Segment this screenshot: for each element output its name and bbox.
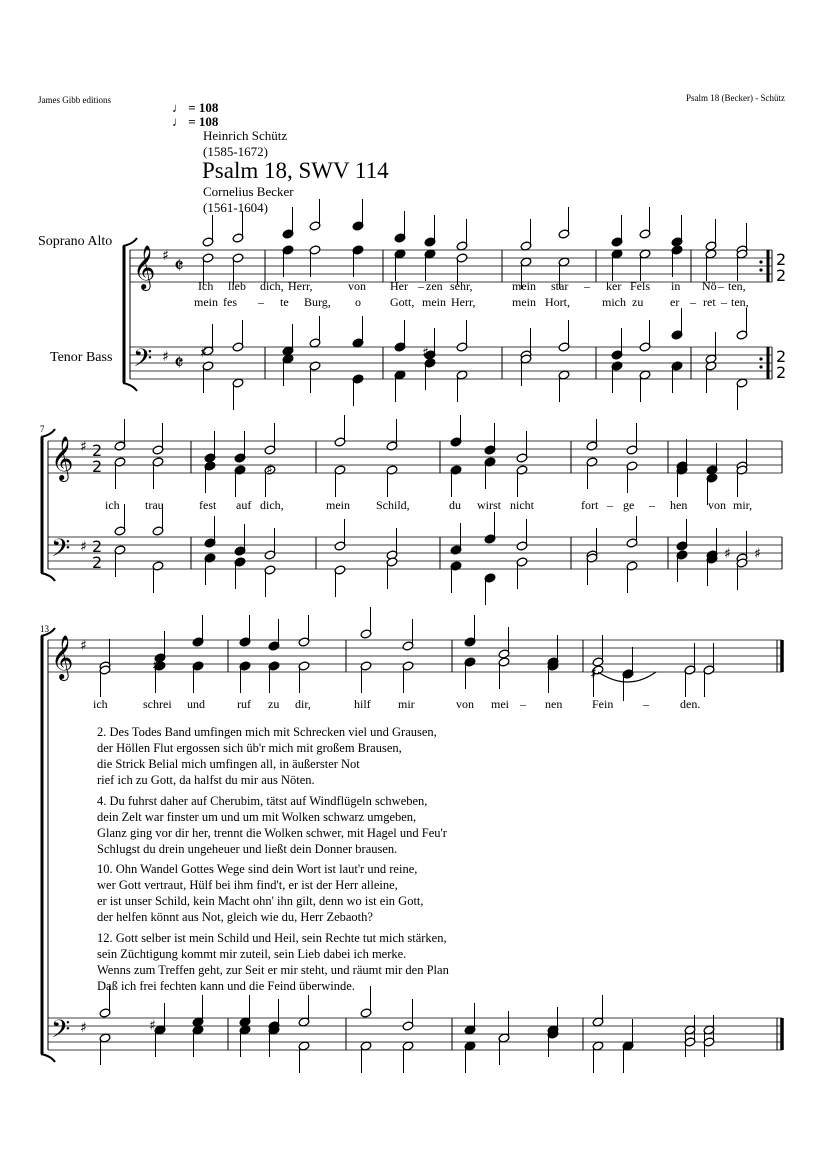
lyric-syllable: mir, xyxy=(733,498,753,512)
composer-name: Heinrich Schütz xyxy=(203,128,288,143)
lyric-syllable: ich xyxy=(93,697,108,711)
bracket-bottom xyxy=(41,573,55,581)
verse-line: der helfen könnt aus Not, gleich wie du, Herr Zebaoth? xyxy=(97,910,373,924)
verse-line: die Strick Belial mich umfingen all, in äußerster Not xyxy=(97,757,360,771)
lyric-syllable: mein xyxy=(194,295,218,309)
time-signature-digit: 2 xyxy=(92,441,103,460)
lyric-syllable: dir, xyxy=(295,697,311,711)
lyric-syllable: in xyxy=(671,279,681,293)
lyric-syllable: nicht xyxy=(510,498,534,512)
key-signature-sharp: ♯ xyxy=(80,638,87,654)
accidental-sharp: ♯ xyxy=(754,546,761,562)
lyric-syllable: Burg, xyxy=(304,295,331,309)
verse-line: sein Züchtigung kommt mir zuteil, sein Lieb dabei ich merke. xyxy=(97,947,407,961)
lyric-syllable: ruf xyxy=(237,697,251,711)
lyric-syllable: mei xyxy=(491,697,509,711)
key-signature-sharp: ♯ xyxy=(80,439,87,455)
lyric-syllable: mein xyxy=(512,295,536,309)
lyric-syllable: dich, xyxy=(260,279,284,293)
measure-number-7: 7 xyxy=(40,424,45,434)
lyric-syllable: fort xyxy=(581,498,599,512)
lyric-syllable: zu xyxy=(632,295,644,309)
verse-line: 10. Ohn Wandel Gottes Wege sind dein Wort ist laut'r und reine, xyxy=(97,862,418,876)
lyric-syllable: o xyxy=(355,295,361,309)
time-signature-digit: 2 xyxy=(92,457,103,476)
lyric-syllable: – xyxy=(418,279,424,293)
lyric-syllable: – xyxy=(643,697,649,711)
lyric-syllable: fes xyxy=(223,295,237,309)
lyric-syllable: dich, xyxy=(260,498,284,512)
verse-line: 4. Du fuhrst daher auf Cherubim, tätst auf Windflügeln schweben, xyxy=(97,794,428,808)
bass-clef: 𝄢 xyxy=(133,344,153,379)
lyric-syllable: Nö xyxy=(702,279,717,293)
lyric-syllable: Gott, xyxy=(390,295,415,309)
verse-line: wer Gott vertraut, Hülf bei ihm find't, er ist der Herr alleine, xyxy=(97,878,398,892)
time-signature-cut: 𝄵 xyxy=(174,351,184,376)
repeat-dot xyxy=(759,357,762,360)
piece-title: Psalm 18, SWV 114 xyxy=(202,158,389,183)
lyric-syllable: er xyxy=(670,295,680,309)
lyric-syllable: mir xyxy=(398,697,415,711)
verse-line: dein Zelt war finster um und um mit Wolken schwarz umgeben, xyxy=(97,810,417,824)
lyric-syllable: Ich xyxy=(198,279,214,293)
verse-line: Glanz ging vor dir her, trennt die Wolken schwer, mit Hagel und Feu'r xyxy=(97,826,447,840)
key-signature-sharp: ♯ xyxy=(162,349,169,365)
tempo-marking-1: ♩ = 108 xyxy=(172,100,219,115)
lyric-syllable: ten, xyxy=(731,295,749,309)
lyric-syllable: trau xyxy=(145,498,164,512)
lyric-syllable: ten, xyxy=(728,279,746,293)
accidental-sharp: ♯ xyxy=(152,658,159,674)
bass-clef: 𝄢 xyxy=(51,534,71,569)
lyric-syllable: von xyxy=(456,697,474,711)
lyric-syllable: den. xyxy=(680,697,701,711)
key-signature-sharp: ♯ xyxy=(162,248,169,264)
lyric-syllable: Schild, xyxy=(376,498,410,512)
lyric-syllable: hen xyxy=(670,498,688,512)
lyric-syllable: – xyxy=(584,279,590,293)
lyric-syllable: – xyxy=(721,295,727,309)
time-signature-digit: 2 xyxy=(92,553,103,572)
lyric-syllable: mein xyxy=(512,279,536,293)
key-signature-sharp: ♯ xyxy=(80,539,87,555)
lyricist-name: Cornelius Becker xyxy=(203,184,294,199)
lyric-syllable: du xyxy=(449,498,461,512)
lyric-syllable: lieb xyxy=(228,279,246,293)
part-label-lower: Tenor Bass xyxy=(50,350,113,365)
lyric-syllable: sehr, xyxy=(450,279,473,293)
accidental-sharp: ♯ xyxy=(149,1018,156,1034)
lyric-syllable: ret xyxy=(703,295,716,309)
lyric-syllable: – xyxy=(258,295,264,309)
lyric-syllable: – xyxy=(718,279,724,293)
verse-line: rief ich zu Gott, da halfst du mir aus Nöten. xyxy=(97,773,315,787)
running-title: Psalm 18 (Becker) - Schütz xyxy=(686,93,785,103)
verse-line: er ist unser Schild, kein Macht ohn' ihn gilt, denn wo ist ein Gott, xyxy=(97,894,424,908)
accidental-sharp: ♯ xyxy=(422,345,429,361)
lyric-syllable: ker xyxy=(606,279,622,293)
lyric-syllable: Herr, xyxy=(288,279,313,293)
lyric-syllable: auf xyxy=(236,498,252,512)
repeat-dot xyxy=(759,260,762,263)
part-label-upper: Soprano Alto xyxy=(38,234,113,249)
lyric-syllable: fest xyxy=(199,498,217,512)
lyric-syllable: Herr, xyxy=(451,295,476,309)
key-signature-sharp: ♯ xyxy=(80,1020,87,1036)
time-signature-digit: 2 xyxy=(92,537,103,556)
composer-dates: (1585-1672) xyxy=(203,144,268,159)
accidental-sharp: ♯ xyxy=(200,345,207,361)
lyric-syllable: – xyxy=(649,498,655,512)
lyric-syllable: – xyxy=(690,295,696,309)
repeat-dot xyxy=(759,365,762,368)
lyric-syllable: ge xyxy=(623,498,635,512)
lyric-syllable: nen xyxy=(545,697,563,711)
time-signature-cut: 𝄵 xyxy=(174,254,184,279)
accidental-sharp: ♯ xyxy=(724,546,731,562)
verse-line: Wenns zum Treffen geht, zur Seit er mir steht, und räumt mir den Plan xyxy=(97,963,449,977)
lyric-syllable: wirst xyxy=(477,498,501,512)
lyric-syllable: schrei xyxy=(143,697,172,711)
tempo-marking-2: ♩ = 108 xyxy=(172,114,219,129)
lyric-syllable: mich xyxy=(602,295,626,309)
lyric-syllable: star xyxy=(551,279,569,293)
lyric-syllable: te xyxy=(280,295,289,309)
lyric-syllable: – xyxy=(607,498,613,512)
lyric-syllable: von xyxy=(348,279,366,293)
accidental-sharp: ♯ xyxy=(266,462,273,478)
lyric-syllable: zu xyxy=(268,697,280,711)
treble-clef: 𝄞 xyxy=(133,245,156,289)
lyric-syllable: zen xyxy=(426,279,443,293)
accidental-sharp: ♯ xyxy=(590,666,597,682)
lyric-syllable: mein xyxy=(422,295,446,309)
time-signature-digit: 2 xyxy=(776,250,787,269)
repeat-dot xyxy=(759,268,762,271)
lyric-syllable: hilf xyxy=(354,697,371,711)
edition-credit: James Gibb editions xyxy=(38,95,111,105)
time-signature-digit: 2 xyxy=(776,363,787,382)
lyric-syllable: Fein xyxy=(592,697,614,711)
lyric-syllable: ich xyxy=(105,498,120,512)
lyric-syllable: und xyxy=(187,697,205,711)
bracket-bottom xyxy=(41,1054,55,1062)
time-signature-digit: 2 xyxy=(776,347,787,366)
bracket-bottom xyxy=(123,383,137,391)
treble-clef: 𝄞 xyxy=(51,635,74,679)
lyric-syllable: – xyxy=(520,697,526,711)
verse-line: Daß ich frei fechten kann und die Feind überwinde. xyxy=(97,979,355,993)
lyric-syllable: mein xyxy=(326,498,350,512)
verse-line: 2. Des Todes Band umfingen mich mit Schrecken viel und Grausen, xyxy=(97,725,437,739)
lyric-syllable: von xyxy=(708,498,726,512)
verse-line: Schlugst du drein ungeheuer und ließt dein Donner brausen. xyxy=(97,842,398,856)
measure-number-13: 13 xyxy=(40,624,49,634)
lyric-syllable: Fels xyxy=(630,279,651,293)
lyric-syllable: Her xyxy=(390,279,408,293)
bass-clef: 𝄢 xyxy=(51,1015,71,1050)
lyric-syllable: Hort, xyxy=(545,295,570,309)
verse-line: 12. Gott selber ist mein Schild und Heil, sein Rechte tut mich stärken, xyxy=(97,931,447,945)
verse-line: der Höllen Flut ergossen sich üb'r mich mit großem Brausen, xyxy=(97,741,402,755)
treble-clef: 𝄞 xyxy=(51,436,74,480)
lyricist-dates: (1561-1604) xyxy=(203,200,268,215)
time-signature-digit: 2 xyxy=(776,266,787,285)
